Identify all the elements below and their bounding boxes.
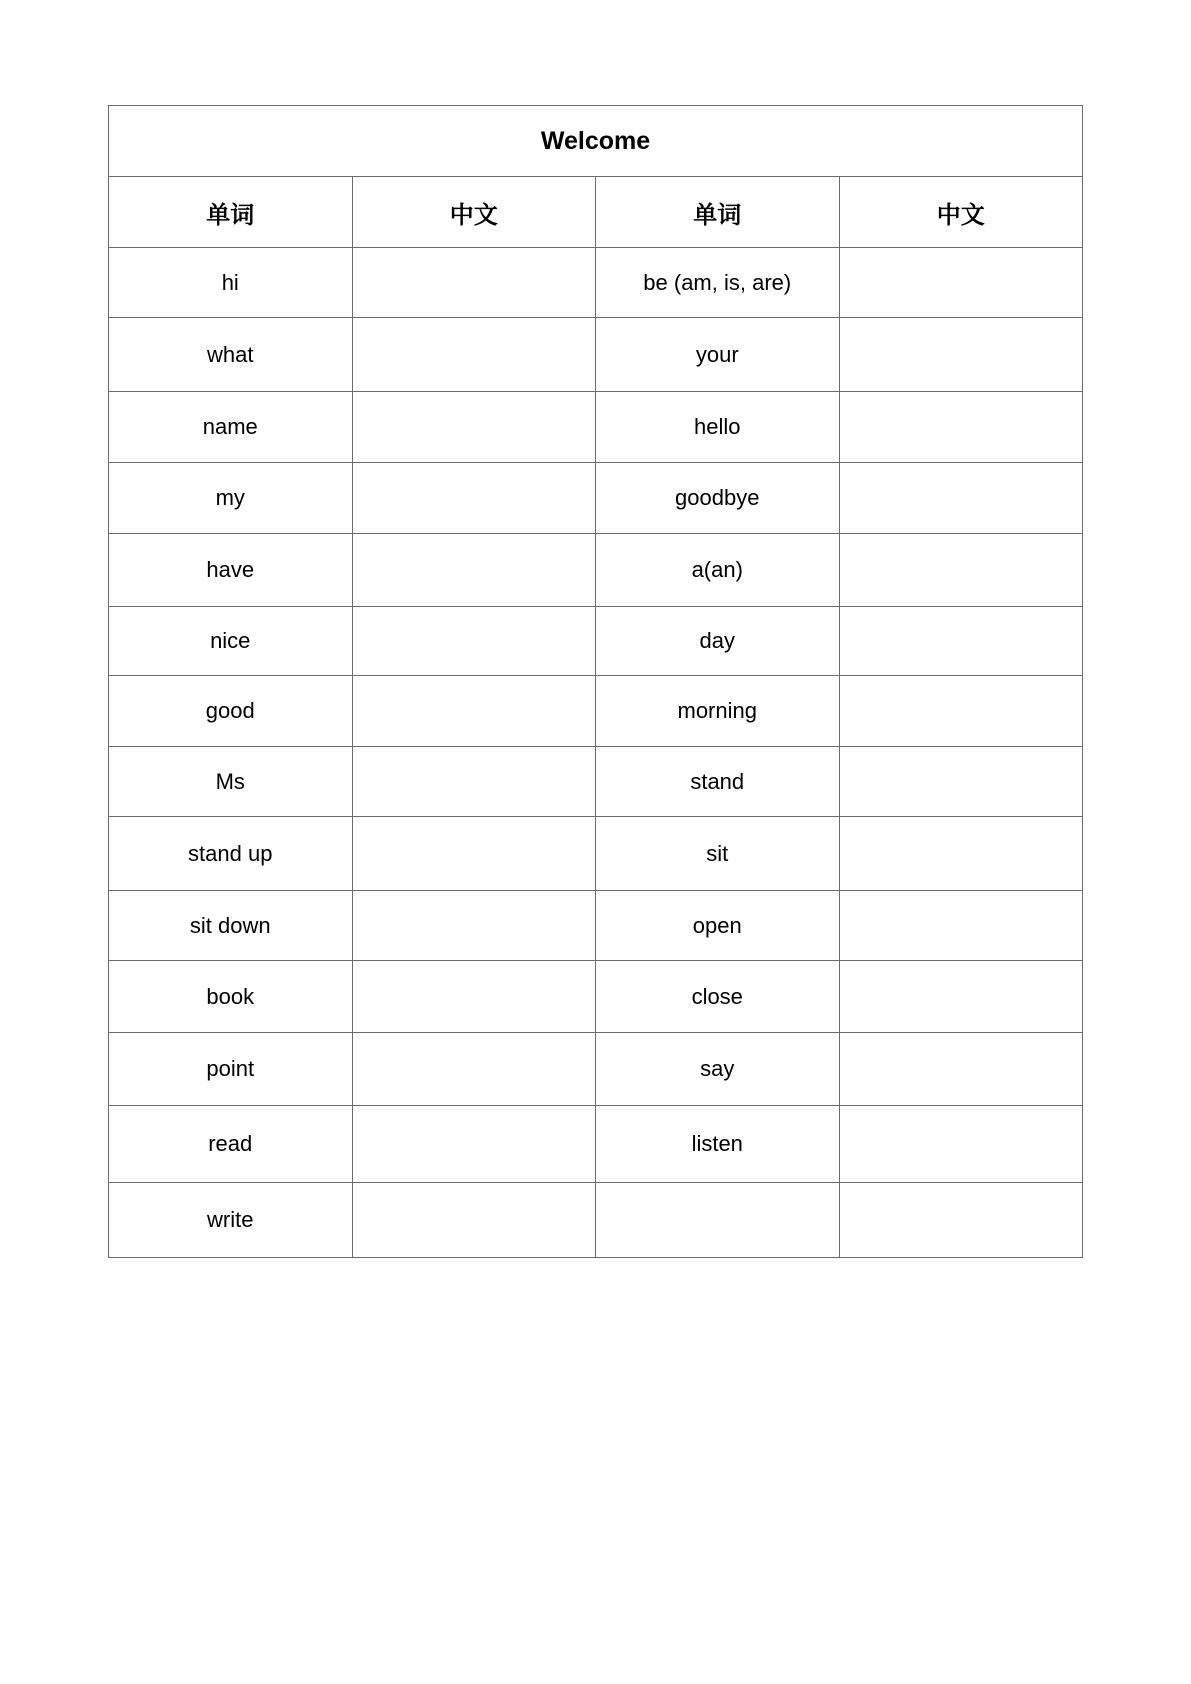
table-row — [109, 248, 1083, 318]
left-chinese-answer-cell[interactable] — [352, 817, 596, 891]
table-row — [109, 1033, 1083, 1106]
header-word-right: 单词 — [596, 177, 840, 248]
left-word-cell: book — [109, 961, 353, 1033]
right-word-cell: be (am, is, are) — [596, 248, 840, 318]
table-row — [109, 676, 1083, 747]
left-chinese-answer-cell[interactable] — [352, 961, 596, 1033]
right-chinese-answer-cell[interactable] — [839, 1106, 1083, 1183]
left-word-cell: point — [109, 1033, 353, 1106]
right-word-cell: sit — [596, 817, 840, 891]
right-word-cell: open — [596, 891, 840, 961]
vocabulary-sheet — [108, 105, 1083, 1258]
title-row — [109, 106, 1083, 177]
vocabulary-table — [108, 105, 1083, 1258]
right-chinese-answer-cell[interactable] — [839, 607, 1083, 676]
right-chinese-answer-cell[interactable] — [839, 463, 1083, 534]
left-word-cell: read — [109, 1106, 353, 1183]
right-chinese-answer-cell[interactable] — [839, 392, 1083, 463]
table-row — [109, 318, 1083, 392]
right-word-cell: day — [596, 607, 840, 676]
table-row — [109, 607, 1083, 676]
table-row — [109, 817, 1083, 891]
right-chinese-answer-cell[interactable] — [839, 747, 1083, 817]
left-chinese-answer-cell[interactable] — [352, 463, 596, 534]
right-chinese-answer-cell[interactable] — [839, 534, 1083, 607]
table-title: Welcome — [109, 106, 1083, 177]
left-word-cell: hi — [109, 248, 353, 318]
left-chinese-answer-cell[interactable] — [352, 891, 596, 961]
right-word-cell: hello — [596, 392, 840, 463]
left-chinese-answer-cell[interactable] — [352, 318, 596, 392]
left-chinese-answer-cell[interactable] — [352, 534, 596, 607]
right-chinese-answer-cell[interactable] — [839, 817, 1083, 891]
left-word-cell: my — [109, 463, 353, 534]
left-chinese-answer-cell[interactable] — [352, 1106, 596, 1183]
vocabulary-body — [109, 248, 1083, 1258]
right-chinese-answer-cell[interactable] — [839, 891, 1083, 961]
right-word-cell: a(an) — [596, 534, 840, 607]
right-word-cell: stand — [596, 747, 840, 817]
right-chinese-answer-cell[interactable] — [839, 961, 1083, 1033]
left-word-cell: what — [109, 318, 353, 392]
right-chinese-answer-cell[interactable] — [839, 676, 1083, 747]
right-word-cell: morning — [596, 676, 840, 747]
left-word-cell: good — [109, 676, 353, 747]
left-chinese-answer-cell[interactable] — [352, 248, 596, 318]
left-chinese-answer-cell[interactable] — [352, 607, 596, 676]
right-chinese-answer-cell[interactable] — [839, 1033, 1083, 1106]
left-word-cell: nice — [109, 607, 353, 676]
right-word-cell: close — [596, 961, 840, 1033]
left-word-cell: have — [109, 534, 353, 607]
header-row — [109, 177, 1083, 248]
right-word-cell: say — [596, 1033, 840, 1106]
left-word-cell: sit down — [109, 891, 353, 961]
right-word-cell: your — [596, 318, 840, 392]
left-word-cell: stand up — [109, 817, 353, 891]
right-chinese-answer-cell[interactable] — [839, 1183, 1083, 1258]
right-chinese-answer-cell[interactable] — [839, 318, 1083, 392]
left-chinese-answer-cell[interactable] — [352, 1033, 596, 1106]
header-chinese-right: 中文 — [839, 177, 1083, 248]
left-word-cell: name — [109, 392, 353, 463]
table-row — [109, 463, 1083, 534]
right-chinese-answer-cell[interactable] — [839, 248, 1083, 318]
left-chinese-answer-cell[interactable] — [352, 1183, 596, 1258]
table-row — [109, 392, 1083, 463]
table-row — [109, 1106, 1083, 1183]
left-chinese-answer-cell[interactable] — [352, 392, 596, 463]
left-chinese-answer-cell[interactable] — [352, 676, 596, 747]
table-row — [109, 1183, 1083, 1258]
right-word-cell: listen — [596, 1106, 840, 1183]
left-chinese-answer-cell[interactable] — [352, 747, 596, 817]
header-chinese-left: 中文 — [352, 177, 596, 248]
table-row — [109, 961, 1083, 1033]
table-row — [109, 891, 1083, 961]
header-word-left: 单词 — [109, 177, 353, 248]
table-row — [109, 534, 1083, 607]
table-row — [109, 747, 1083, 817]
left-word-cell: Ms — [109, 747, 353, 817]
right-word-cell — [596, 1183, 840, 1258]
right-word-cell: goodbye — [596, 463, 840, 534]
left-word-cell: write — [109, 1183, 353, 1258]
